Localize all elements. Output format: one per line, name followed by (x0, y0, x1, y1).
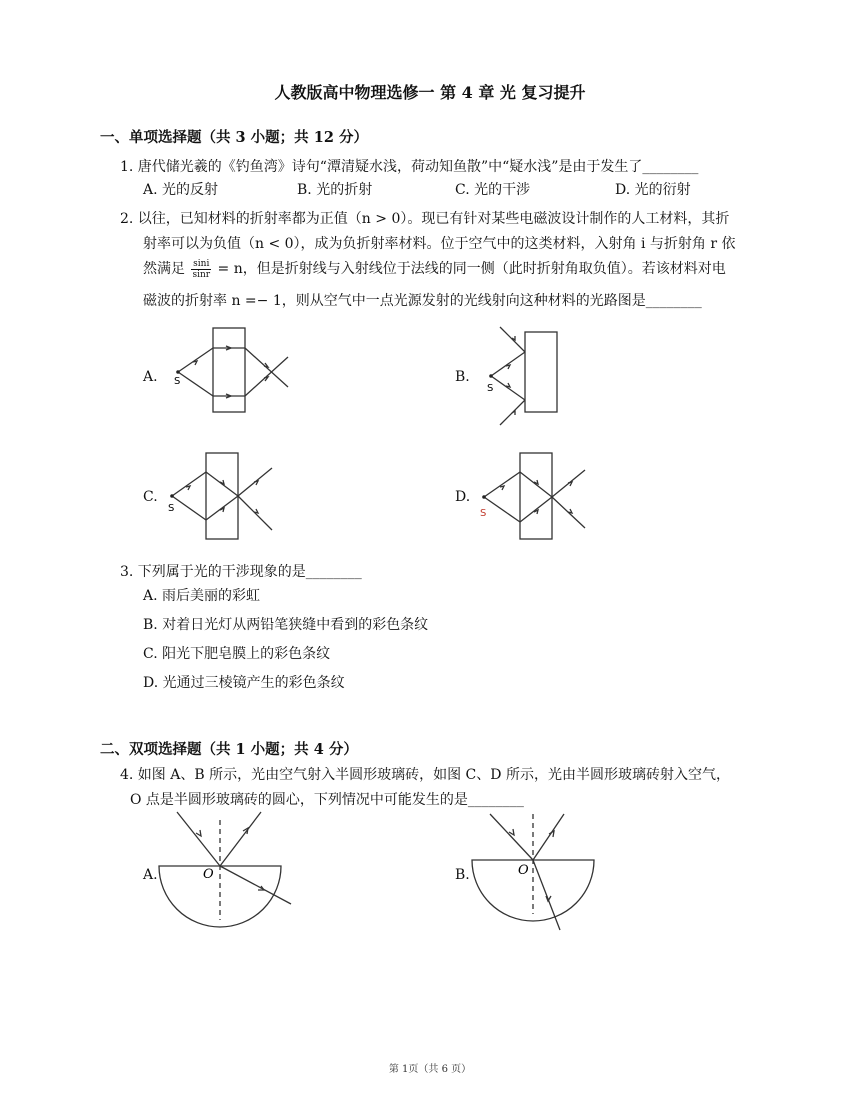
material-slab (520, 453, 552, 539)
question-2-line-1: 2. 以往，已知材料的折射率都为正值（n > 0）。现已有针对某些电磁波设计制作的人工材料，其折 (120, 211, 730, 227)
q2-diagram-d (470, 450, 600, 545)
source-label: S (174, 376, 181, 387)
q2-option-c-label[interactable]: C. (143, 489, 158, 505)
page-title: 人教版高中物理选修一 第 4 章 光 复习提升 (274, 83, 586, 102)
question-4-line-2: O 点是半圆形玻璃砖的圆心，下列情况中可能发生的是________ (130, 792, 524, 808)
q2-diagram-b (470, 325, 570, 425)
material-slab (206, 453, 238, 539)
material-slab (525, 332, 557, 412)
q1-option-b[interactable]: B. 光的折射 (297, 182, 373, 198)
section-heading-single-choice: 一、单项选择题（共 3 小题；共 12 分） (100, 129, 368, 146)
q3-option-d[interactable]: D. 光通过三棱镜产生的彩色条纹 (143, 675, 345, 691)
q4-option-a-label[interactable]: A. (143, 867, 158, 883)
page-footer: 第 1页（共 6 页） (388, 1064, 472, 1075)
question-2-line-4: 磁波的折射率 n =− 1，则从空气中一点光源发射的光线射向这种材料的光路图是________ (143, 293, 702, 309)
q1-option-d[interactable]: D. 光的衍射 (615, 182, 691, 198)
q2-diagram-c (160, 450, 300, 545)
question-3-stem: 3. 下列属于光的干涉现象的是________ (120, 564, 362, 580)
q2-option-a-label[interactable]: A. (143, 369, 158, 385)
question-2-line-3 (143, 258, 726, 280)
q1-option-c[interactable]: C. 光的干涉 (455, 182, 531, 198)
q4-diagram-a (155, 810, 295, 960)
source-label: S (480, 508, 487, 519)
q3-option-a[interactable]: A. 雨后美丽的彩虹 (143, 588, 261, 604)
q4-diagram-b (468, 810, 608, 935)
question-1-stem: 1. 唐代储光羲的《钓鱼湾》诗句“潭清疑水浅，荷动知鱼散”中“疑水浅”是由于发生了________ (120, 159, 699, 175)
q2-option-d-label[interactable]: D. (455, 489, 471, 505)
center-label: O (203, 867, 214, 882)
material-slab (213, 328, 245, 412)
q2-line3-prefix: 然满足 (143, 261, 185, 277)
question-2-line-2: 射率可以为负值（n < 0），成为负折射率材料。位于空气中的这类材料，入射角 i 与折射角 r 依 (143, 236, 736, 252)
q3-option-b[interactable]: B. 对着日光灯从两铅笔狭缝中看到的彩色条纹 (143, 617, 429, 633)
q2-option-b-label[interactable]: B. (455, 369, 470, 385)
source-label: S (487, 383, 494, 394)
snell-fraction (191, 259, 211, 280)
q3-option-c[interactable]: C. 阳光下肥皂膜上的彩色条纹 (143, 646, 331, 662)
snell-numerator: sini (193, 258, 210, 269)
source-label: S (168, 503, 175, 514)
q4-option-b-label[interactable]: B. (455, 867, 470, 883)
q2-diagram-a (160, 325, 300, 420)
snell-denominator: sinr (192, 269, 211, 280)
q2-line3-suffix: = n，但是折射线与入射线位于法线的同一侧（此时折射角取负值）。若该材料对电 (217, 261, 726, 277)
section-heading-double-choice: 二、双项选择题（共 1 小题；共 4 分） (100, 741, 358, 758)
question-4-line-1: 4. 如图 A、B 所示，光由空气射入半圆形玻璃砖，如图 C、D 所示，光由半圆形玻璃砖射入空气， (120, 767, 730, 783)
q1-option-a[interactable]: A. 光的反射 (143, 182, 219, 198)
center-label: O (518, 863, 529, 878)
